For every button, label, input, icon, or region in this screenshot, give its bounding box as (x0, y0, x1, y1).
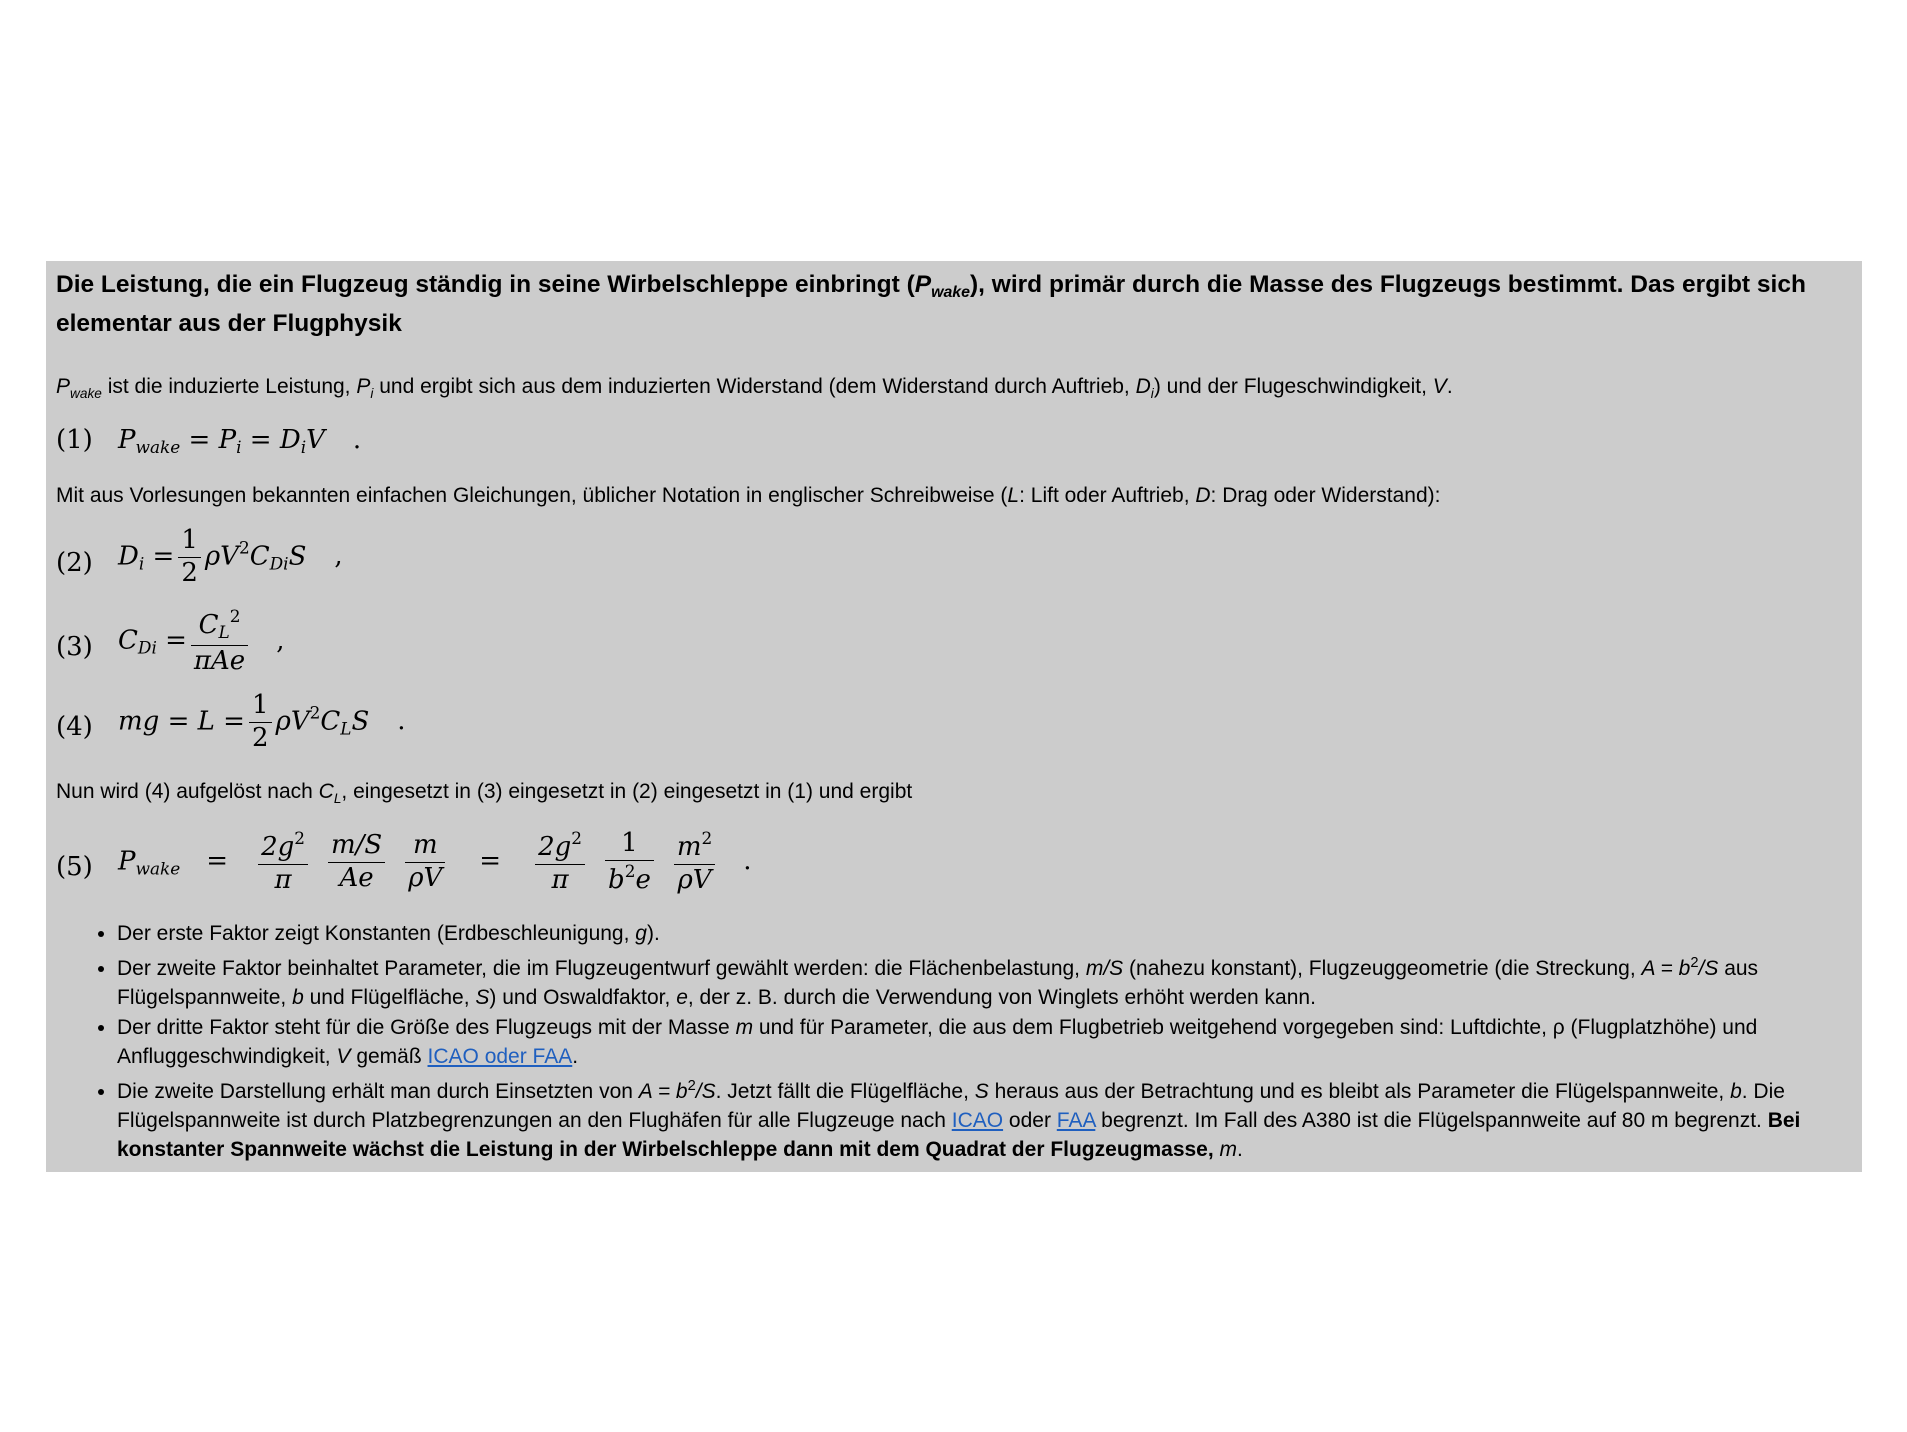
list-item: • Der dritte Faktor steht für die Größe des Flugzeugs mit der Masse m und für Parameter, die aus dem Flugbetrieb weitgehend vorgegeben sind: Luftdichte, ρ (Flugplatzhöhe) und Anfluggeschwindigkeit, V gemäß ICAO oder FAA. (117, 1013, 1877, 1071)
equation-2: $D_i$ = $\frac{1}{2}$ $\rho V^2C_{Di}S$ , (118, 525, 343, 589)
equation-1: $P_{wake} = P_i = D_iV$ . (118, 425, 362, 457)
icao-link[interactable]: ICAO (951, 1109, 1004, 1132)
icao-faa-link[interactable]: ICAO oder FAA (427, 1045, 573, 1068)
equation-5: $P_{wake}$ = $\frac{2g^2}{\pi}$ $\frac{m/S}{Ae}$ $\frac{m}{\rho V}$ = $\frac{2g^2}{\pi}$ $\frac{1}{b^2e}$ $\frac{m^2}{\rho V}$ . (118, 828, 752, 896)
equation-3: $C_{Di}$ = $\frac{C_L^2}{\text{πAe}}$ , (118, 606, 285, 676)
solve-paragraph: Nun wird (4) aufgelöst nach $C_L$, eingesetzt in (3) eingesetzt in (2) eingesetzt in (1) und ergibt (56, 780, 913, 806)
intro-paragraph: $P_{wake}$ ist die induzierte Leistung, $P_i$ und ergibt sich aus dem induzierten Widerstand (dem Widerstand durch Auftrieb, $D_i$) und der Flugeschwindigkeit, V. (56, 375, 1453, 401)
list-item: • Der erste Faktor zeigt Konstanten (Erdbeschleunigung, g). (117, 919, 1877, 948)
faa-link[interactable]: FAA (1056, 1109, 1096, 1132)
equation-number-3: (3) (56, 632, 93, 662)
heading-line-2: elementar aus der Flugphysik (56, 310, 402, 337)
explanation-list (96, 919, 1877, 1165)
equation-4: mg = L = $\frac{1}{2}$ $\rho V^2C_LS$ . (118, 690, 406, 754)
equation-number-4: (4) (56, 712, 93, 742)
lecture-paragraph: Mit aus Vorlesungen bekannten einfachen Gleichungen, üblicher Notation in englischer Schreibweise (L: Lift oder Auftrieb, D: Drag oder Widerstand): (56, 484, 1441, 507)
heading-line-1: Die Leistung, die ein Flugzeug ständig in seine Wirbelschleppe einbringt $(P_{wake})$, wird primär durch die Masse des Flugzeugs bestimmt. Das ergibt sich (56, 271, 1806, 301)
equation-number-5: (5) (56, 852, 93, 882)
equation-number-1: (1) (56, 425, 93, 455)
equation-number-2: (2) (56, 548, 93, 578)
list-item: • Der zweite Faktor beinhaltet Parameter, die im Flugzeugentwurf gewählt werden: die Flächenbelastung, m/S (nahezu konstant), Flugzeuggeometrie (die Streckung, $A = b^2/S$ aus Flügelspannweite, b und Flügelfläche, S) und Oswaldfaktor, e, der z. B. durch die Verwendung von Winglets erhöht werden kann. (117, 949, 1877, 1012)
list-item: • Die zweite Darstellung erhält man durch Einsetzten von $A = b^2/S$. Jetzt fällt die Flügelfläche, S heraus aus der Betrachtung und es bleibt als Parameter die Flügelspannweite, b. Die Flügelspannweite ist durch Platzbegrenzungen an den Flughäfen für alle Flugzeuge nach ICAO oder FAA begrenzt. Im Fall des A380 ist die Flügelspannweite auf 80 m begrenzt. Bei konstanter Spannweite wächst die Leistung in der Wirbelschleppe dann mit dem Quadrat der Flugzeugmasse, m. (117, 1072, 1877, 1164)
